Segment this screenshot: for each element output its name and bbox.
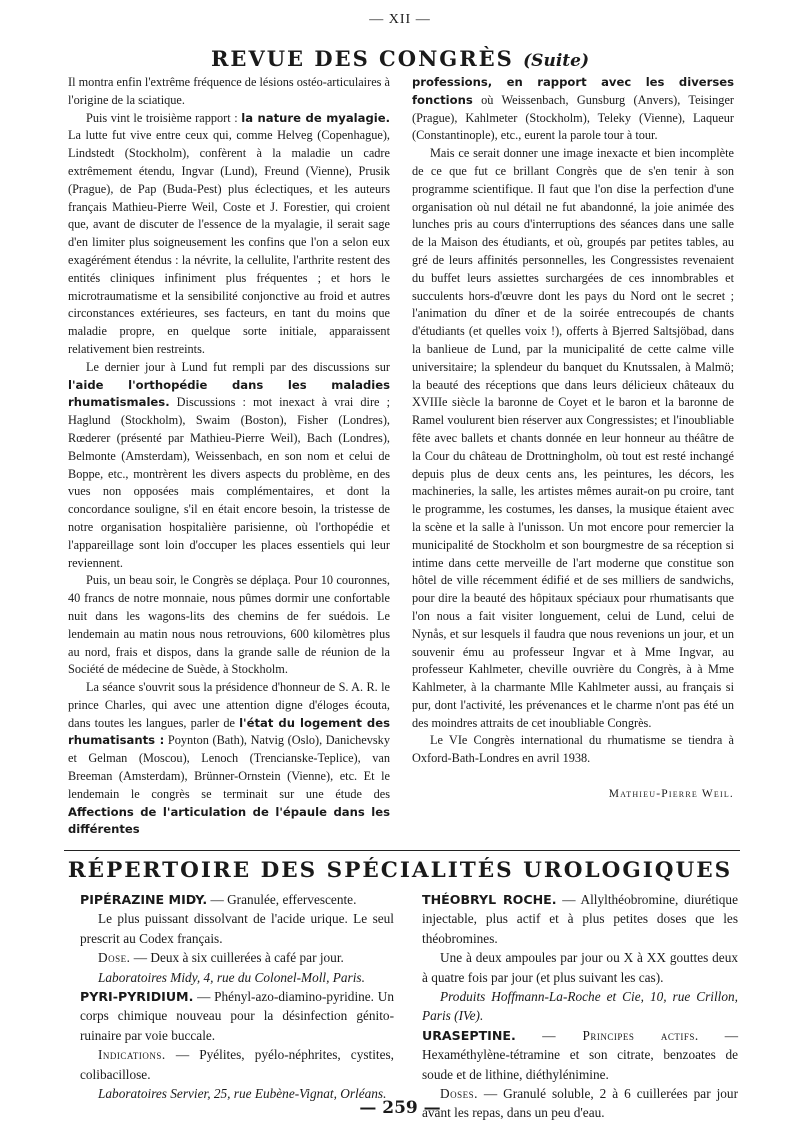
section-divider	[64, 850, 740, 851]
product-description: Le plus puissant dissolvant de l'acide urique. Le seul prescrit au Codex français.	[80, 911, 394, 946]
text: — Hexaméthylène-tétramine et son citrate, benzoates de soude et de lithine, diéthylénimine.	[422, 1027, 738, 1082]
section-title-text: REVUE DES CONGRÈS	[210, 46, 514, 71]
paragraph	[412, 74, 734, 145]
text: Puis vint le troisième rapport :	[86, 110, 242, 125]
text: où Weissenbach, Gunsburg (Anvers), Teisinger (Prague), Kahlmeter (Stockholm), Teleky (Vienne), Laqueur (Constantinople), etc., eurent la parole tour à tour.	[412, 92, 734, 143]
emphasis: l'état du logement des rhumatisants :	[68, 715, 390, 748]
product-lab: Produits Hoffmann-La-Roche et Cie, 10, rue Crillon, Paris (IVe).	[422, 989, 738, 1024]
specialites-column-right	[422, 890, 738, 1123]
text: — Pyélites, pyélo-néphrites, cystites, colibacillose.	[80, 1047, 394, 1082]
label: — Principes actifs.	[515, 1027, 699, 1043]
section-title-revue	[0, 46, 800, 71]
product-name: URASEPTINE.	[422, 1027, 516, 1043]
text: — Granulé soluble, 2 à 6 cuillerées par jour avant les repas, dans un peu d'eau.	[422, 1086, 738, 1121]
paragraph	[68, 679, 390, 839]
page-number: — 259 —	[359, 1098, 441, 1118]
label: Dose.	[98, 950, 131, 966]
product-entry	[80, 987, 394, 1045]
emphasis: la nature de myalagie.	[241, 110, 391, 125]
specialites-column-left	[80, 890, 394, 1103]
product-entry	[80, 890, 394, 909]
product-dose	[80, 948, 394, 967]
product-name: PYRI-PYRIDIUM.	[80, 989, 194, 1005]
product-lab: Laboratoires Servier, 25, rue Eubène-Vignat, Orléans.	[98, 1086, 387, 1102]
label: Indications.	[98, 1047, 166, 1063]
article-column-right	[412, 74, 734, 804]
text: Le dernier jour à Lund fut rempli par des discussions sur	[86, 359, 390, 374]
text: La séance s'ouvrit sous la présidence d'honneur de S. A. R. le prince Charles, qui avec une attention digne d'éloges écouta, dans toutes les langues, parler de	[68, 680, 390, 730]
text: — Allylthéobromine, diurétique injectable, plus actif et à plus petites doses que les théobromines.	[422, 892, 738, 946]
text: La lutte fut vive entre ceux qui, comme Helveg (Copenhague), Lindstedt (Stockholm), confèrent à la maladie un cadre extrêmement étendu, Ingvar (Lund), Freund (Vienne), Prusik (Prague), de Pap (Buda-Pest) plus éclectiques, et les auteurs français Mathieu-Pierre Weil, Coste et J. Forestier, qui croient que, avant de discuter de l'essence de la myalagie, il serait sage d'en limiter plus soigneusement les confins que l'on a selon eux exagérément étendus : la névrite, la cellulite, l'arthrite restent des entités cliniques infiniment plus fréquentes ; et hors le microtraumatisme et la sensibilité conjonctive au froid et autres circonstances extérieures, ses facteurs, en tant du moins que maladie propre, en quelque sorte initiale, apparaissent relativement bien restreints.	[68, 128, 390, 356]
label: Doses.	[440, 1086, 478, 1102]
article-column-left	[68, 74, 390, 839]
text: — Deux à six cuillerées à café par jour.	[130, 950, 344, 966]
roman-page-number: — XII —	[369, 12, 431, 27]
paragraph: Le VIe Congrès international du rhumatisme se tiendra à Oxford-Bath-Londres en avril 1938.	[412, 733, 734, 766]
paragraph	[68, 359, 390, 573]
paragraph: Il montra enfin l'extrême fréquence de lésions ostéo-articulaires à l'origine de la sciatique.	[68, 75, 390, 107]
text: — Granulée, effervescente.	[207, 892, 357, 907]
product-name: PIPÉRAZINE MIDY.	[80, 892, 208, 907]
text: Poynton (Bath), Natvig (Oslo), Danichevsky et Gelman (Moscou), Lenoch (Trencianske-Teplice), van Breeman (Amsterdam), Brünner-Ornstein (Vienne), etc. Et le lendemain le congrès se terminait sur une étude des	[68, 733, 390, 801]
paragraph: Mais ce serait donner une image inexacte et bien incomplète de ce que fut ce brillant Congrès que de s'en tenir à son programme scientifique. Il faut que l'on dise la perfection d'une organisation où nul détail ne fut abandonné, la joie animée des lunches pris au cours d'interruptions des séances dans une salle de la Maison des étudiants, et où, groupés par petites tables, au gré de leurs affinités personnelles, les Congressistes revenaient du buffet leurs assiettes surchargées de ces innombrables et succulents hors-d'œuvre dont les pays du Nord ont le secret ; l'animation du dîner et de la soirée entrecoupés de chants d'étudiants (et quelles voix !), offerts à Bjerred Saltsjöbad, dans la banlieue de Lund, par la municipalité de cette calme ville universitaire; la splendeur du banquet du Knutssalen, à Malmö; la beauté des réceptions que dans leurs délicieux châteaux du XVIIIe siècle la baronne de Coyet et le baron et la baronne de Ramel voulurent bien réserver aux Congressistes; et l'inoubliable fête avec ballets et chants donnée en leur honneur au théâtre de la Cour du château de Drottningholm, où tout est resté inchangé depuis plus de deux cents ans, les peintures, les décors, les machineries, la salle, les artistes mêmes aurait-on pu croire, tant le programme, les costumes, les danses, la musique étaient avec la scène et la salle à l'unisson. Un mot encore pour remercier la municipalité de Stockholm et son bourgmestre de sa réception si intime dans cette merveille de l'art moderne que constitue son hôtel de ville récemment édifié et de ses milliers de sandwichs, pour dire la beauté des hôpitaux spéciaux pour rhumatisants que l'on nous a fait visiter longuement, celui de Lund, celui de Nynås, et sur lesquels il faudra que nous revenions un jour, et un souvenir ému au professeur Ingvar et à Mme Ingvar, au professeur Kahlmeter, cheville ouvrière du Congrès, à à Mme Kahlmeter, à la charmante Mlle Kahlmeter aussi, au français si pur, dont l'activité, les prévenances et le charme n'ont pas été un des moindres attraits de cet inoubliable Congrès.	[412, 146, 734, 730]
product-entry	[422, 1026, 738, 1084]
author-signature: Mathieu-Pierre Weil.	[608, 788, 734, 801]
emphasis: Affections de l'articulation de l'épaule dans les différentes	[68, 804, 390, 837]
product-name: THÉOBRYL ROCHE.	[422, 892, 557, 907]
section-title-repertoire: RÉPERTOIRE DES SPÉCIALITÉS UROLOGIQUES	[67, 858, 733, 883]
emphasis: l'aide l'orthopédie dans les maladies rhumatismales.	[68, 377, 390, 410]
product-dose: Une à deux ampoules par jour ou X à XX gouttes deux à quatre fois par jour (et plus suivant les cas).	[422, 950, 738, 985]
product-entry	[422, 890, 738, 948]
paragraph	[68, 110, 390, 359]
product-lab: Laboratoires Midy, 4, rue du Colonel-Moll, Paris.	[98, 969, 365, 985]
emphasis: professions, en rapport avec les diverses fonctions	[412, 75, 734, 107]
paragraph: Puis, un beau soir, le Congrès se déplaça. Pour 10 couronnes, 40 francs de notre monnaie, nous pûmes dormir une confortable nuit dans les wagons-lits des chemins de fer suédois. Le lendemain au matin nous nous retrouvions, 600 kilomètres plus au nord, frais et dispos, dans la grande salle de réunion de la Société de médecine de Suède, à Stockholm.	[68, 573, 390, 677]
text: — Phényl-azo-diamino-pyridine. Un corps chimique nouveau pour la désinfection génito-ruinaire par voie buccale.	[80, 989, 394, 1043]
product-indications	[80, 1045, 394, 1084]
text: Discussions : mot inexact à vrai dire ; Haglund (Stockholm), Swaim (Boston), Fisher (Londres), Rœderer (présenté par Mathieu-Pierre Weil), Bach (Londres), Belmonte (Amsterdam), Weissenbach, en son nom et celui de Boppe, etc., montrèrent les divers aspects du problème, en des vues non opposées mais complémentaires, et dont la concordance souligne, s'il en était encore besoin, la tristesse de notre organisation hospitalière parisienne, où l'orthopédie et l'appareillage sont loin d'occuper les places essentiels qui leur reviennent.	[68, 395, 390, 570]
section-title-suffix: (Suite)	[523, 51, 589, 71]
